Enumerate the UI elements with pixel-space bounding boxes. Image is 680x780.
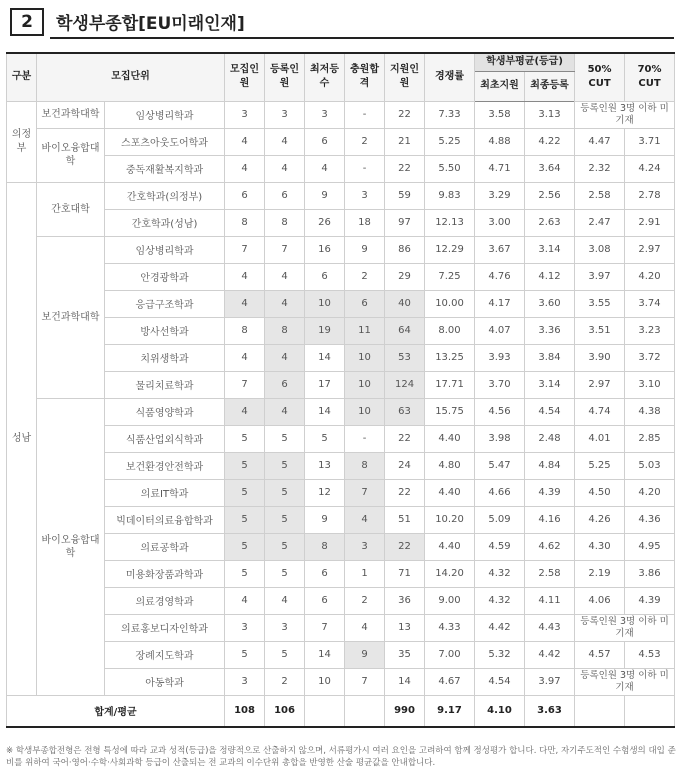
additional-cell: 7 (345, 479, 385, 506)
additional-cell: 11 (345, 317, 385, 344)
ratio-cell: 4.40 (425, 479, 475, 506)
dept-cell: 스포츠아웃도어학과 (105, 128, 225, 155)
quota-cell: 3 (225, 101, 265, 128)
cut50-cell: 4.06 (575, 587, 625, 614)
grade-registered-cell: 4.62 (525, 533, 575, 560)
dept-cell: 보건환경안전학과 (105, 452, 225, 479)
applicants-cell: 14 (385, 668, 425, 695)
additional-cell: 10 (345, 344, 385, 371)
dept-cell: 방사선학과 (105, 317, 225, 344)
dept-cell: 미용화장품과학과 (105, 560, 225, 587)
grade-applied-cell: 4.56 (475, 398, 525, 425)
dept-cell: 간호학과(성남) (105, 209, 225, 236)
total-ratio: 9.17 (425, 695, 475, 727)
cut70-cell: 3.72 (625, 344, 675, 371)
last-rank-cell: 6 (305, 128, 345, 155)
table-row (7, 587, 675, 614)
applicants-cell: 53 (385, 344, 425, 371)
last-rank-cell: 26 (305, 209, 345, 236)
grade-registered-cell: 4.11 (525, 587, 575, 614)
cut50-cell: 3.90 (575, 344, 625, 371)
cut70-cell: 5.03 (625, 452, 675, 479)
quota-cell: 7 (225, 371, 265, 398)
applicants-cell: 36 (385, 587, 425, 614)
applicants-cell: 22 (385, 533, 425, 560)
section-title: 학생부종합[EU미래인재] (56, 14, 245, 34)
college-cell: 바이오융합대학 (37, 398, 105, 695)
cut70-cell: 2.97 (625, 236, 675, 263)
ratio-cell: 5.25 (425, 128, 475, 155)
registered-cell: 4 (265, 155, 305, 182)
grade-registered-cell: 3.64 (525, 155, 575, 182)
applicants-cell: 124 (385, 371, 425, 398)
ratio-cell: 12.13 (425, 209, 475, 236)
cut50-cell: 4.01 (575, 425, 625, 452)
grade-registered-cell: 4.12 (525, 263, 575, 290)
ratio-cell: 4.80 (425, 452, 475, 479)
table-row (7, 155, 675, 182)
grade-registered-cell: 4.39 (525, 479, 575, 506)
last-rank-cell: 13 (305, 452, 345, 479)
quota-cell: 5 (225, 425, 265, 452)
campus-cell: 의정부 (7, 101, 37, 182)
grade-applied-cell: 3.29 (475, 182, 525, 209)
dept-cell: 의료공학과 (105, 533, 225, 560)
table-row (7, 398, 675, 425)
ratio-cell: 9.00 (425, 587, 475, 614)
quota-cell: 5 (225, 479, 265, 506)
grade-registered-cell: 3.97 (525, 668, 575, 695)
campus-cell: 성남 (7, 182, 37, 695)
total-additional (345, 695, 385, 727)
cut50-cell: 3.55 (575, 290, 625, 317)
header-ratio: 경쟁률 (425, 53, 475, 101)
cut50-cell: 4.50 (575, 479, 625, 506)
cut50-cell: 4.47 (575, 128, 625, 155)
ratio-cell: 7.25 (425, 263, 475, 290)
cut70-cell: 3.86 (625, 560, 675, 587)
applicants-cell: 22 (385, 425, 425, 452)
ratio-cell: 7.33 (425, 101, 475, 128)
ratio-cell: 10.00 (425, 290, 475, 317)
grade-registered-cell: 3.60 (525, 290, 575, 317)
table-row (7, 425, 675, 452)
additional-cell: 4 (345, 506, 385, 533)
grade-registered-cell: 4.43 (525, 614, 575, 641)
dept-cell: 임상병리학과 (105, 101, 225, 128)
quota-cell: 4 (225, 344, 265, 371)
quota-cell: 4 (225, 128, 265, 155)
ratio-cell: 8.00 (425, 317, 475, 344)
quota-cell: 4 (225, 587, 265, 614)
grade-registered-cell: 2.48 (525, 425, 575, 452)
grade-registered-cell: 4.22 (525, 128, 575, 155)
cut70-cell: 4.20 (625, 479, 675, 506)
table-row (7, 128, 675, 155)
quota-cell: 8 (225, 317, 265, 344)
registered-cell: 5 (265, 560, 305, 587)
table-row (7, 452, 675, 479)
dept-cell: 의료IT학과 (105, 479, 225, 506)
cut50-cell: 3.97 (575, 263, 625, 290)
dept-cell: 장례지도학과 (105, 641, 225, 668)
college-cell: 간호대학 (37, 182, 105, 236)
header-grade-registered: 최종등록 (525, 71, 575, 101)
additional-cell: - (345, 155, 385, 182)
table-row (7, 614, 675, 641)
registered-cell: 8 (265, 317, 305, 344)
cut50-cell: 4.30 (575, 533, 625, 560)
cut70-cell: 3.10 (625, 371, 675, 398)
cut70-cell: 4.95 (625, 533, 675, 560)
cut70-cell: 3.74 (625, 290, 675, 317)
registered-cell: 4 (265, 344, 305, 371)
grade-applied-cell: 4.17 (475, 290, 525, 317)
additional-cell: 7 (345, 668, 385, 695)
quota-cell: 5 (225, 533, 265, 560)
total-applicants: 990 (385, 695, 425, 727)
additional-cell: 1 (345, 560, 385, 587)
ratio-cell: 4.40 (425, 425, 475, 452)
grade-applied-cell: 4.07 (475, 317, 525, 344)
last-rank-cell: 8 (305, 533, 345, 560)
ratio-cell: 4.40 (425, 533, 475, 560)
total-cut50 (575, 695, 625, 727)
cut50-cell: 3.08 (575, 236, 625, 263)
ratio-cell: 5.50 (425, 155, 475, 182)
cut50-cell: 4.57 (575, 641, 625, 668)
table-row (7, 236, 675, 263)
grade-registered-cell: 2.56 (525, 182, 575, 209)
additional-cell: 18 (345, 209, 385, 236)
registered-cell: 4 (265, 263, 305, 290)
dept-cell: 아동학과 (105, 668, 225, 695)
cut70-cell: 4.39 (625, 587, 675, 614)
grade-applied-cell: 3.67 (475, 236, 525, 263)
grade-registered-cell: 4.54 (525, 398, 575, 425)
table-row (7, 344, 675, 371)
quota-cell: 6 (225, 182, 265, 209)
grade-applied-cell: 4.32 (475, 560, 525, 587)
cut50-cell: 2.19 (575, 560, 625, 587)
dept-cell: 중독재활복지학과 (105, 155, 225, 182)
dept-cell: 치위생학과 (105, 344, 225, 371)
registered-cell: 5 (265, 425, 305, 452)
table-row (7, 371, 675, 398)
quota-cell: 5 (225, 641, 265, 668)
total-cut70 (625, 695, 675, 727)
ratio-cell: 10.20 (425, 506, 475, 533)
registered-cell: 6 (265, 371, 305, 398)
grade-applied-cell: 4.66 (475, 479, 525, 506)
last-rank-cell: 7 (305, 614, 345, 641)
table-row (7, 290, 675, 317)
cut70-cell: 2.91 (625, 209, 675, 236)
dept-cell: 응급구조학과 (105, 290, 225, 317)
cut70-cell: 4.36 (625, 506, 675, 533)
quota-cell: 3 (225, 614, 265, 641)
grade-applied-cell: 4.32 (475, 587, 525, 614)
table-row (7, 641, 675, 668)
table-row (7, 506, 675, 533)
cut50-cell: 2.47 (575, 209, 625, 236)
quota-cell: 4 (225, 155, 265, 182)
grade-registered-cell: 4.42 (525, 641, 575, 668)
header-registered: 등록인원 (265, 53, 305, 101)
additional-cell: - (345, 101, 385, 128)
applicants-cell: 22 (385, 101, 425, 128)
total-quota: 108 (225, 695, 265, 727)
dept-cell: 빅데이터의료융합학과 (105, 506, 225, 533)
quota-cell: 5 (225, 560, 265, 587)
last-rank-cell: 14 (305, 398, 345, 425)
note-cell: 등록인원 3명 이하 미기재 (575, 668, 675, 695)
additional-cell: 2 (345, 587, 385, 614)
applicants-cell: 22 (385, 155, 425, 182)
dept-cell: 안경광학과 (105, 263, 225, 290)
registered-cell: 3 (265, 101, 305, 128)
college-cell: 보건과학대학 (37, 101, 105, 128)
quota-cell: 5 (225, 506, 265, 533)
dept-cell: 간호학과(의정부) (105, 182, 225, 209)
header-cut70: 70% CUT (625, 53, 675, 101)
additional-cell: 6 (345, 290, 385, 317)
cut70-cell: 4.53 (625, 641, 675, 668)
section-number-box: 2 (10, 8, 44, 36)
admission-results-table (6, 52, 675, 728)
last-rank-cell: 6 (305, 263, 345, 290)
cut50-cell: 2.97 (575, 371, 625, 398)
additional-cell: 2 (345, 128, 385, 155)
registered-cell: 5 (265, 641, 305, 668)
cut50-cell: 4.26 (575, 506, 625, 533)
dept-cell: 임상병리학과 (105, 236, 225, 263)
cut70-cell: 3.23 (625, 317, 675, 344)
section-underline (50, 37, 674, 39)
applicants-cell: 29 (385, 263, 425, 290)
total-grade-registered: 3.63 (525, 695, 575, 727)
additional-cell: - (345, 425, 385, 452)
last-rank-cell: 9 (305, 182, 345, 209)
registered-cell: 5 (265, 479, 305, 506)
registered-cell: 7 (265, 236, 305, 263)
table-row (7, 209, 675, 236)
last-rank-cell: 14 (305, 641, 345, 668)
table-row (7, 317, 675, 344)
applicants-cell: 40 (385, 290, 425, 317)
last-rank-cell: 17 (305, 371, 345, 398)
additional-cell: 4 (345, 614, 385, 641)
grade-applied-cell: 4.54 (475, 668, 525, 695)
cut70-cell: 4.24 (625, 155, 675, 182)
applicants-cell: 63 (385, 398, 425, 425)
ratio-cell: 12.29 (425, 236, 475, 263)
cut70-cell: 2.85 (625, 425, 675, 452)
cut70-cell: 4.20 (625, 263, 675, 290)
grade-registered-cell: 2.58 (525, 560, 575, 587)
last-rank-cell: 5 (305, 425, 345, 452)
registered-cell: 3 (265, 614, 305, 641)
last-rank-cell: 3 (305, 101, 345, 128)
note-cell: 등록인원 3명 이하 미기재 (575, 101, 675, 128)
college-cell: 바이오융합대학 (37, 128, 105, 182)
applicants-cell: 21 (385, 128, 425, 155)
cut70-cell: 3.71 (625, 128, 675, 155)
grade-registered-cell: 4.84 (525, 452, 575, 479)
applicants-cell: 59 (385, 182, 425, 209)
quota-cell: 4 (225, 290, 265, 317)
ratio-cell: 17.71 (425, 371, 475, 398)
ratio-cell: 14.20 (425, 560, 475, 587)
grade-applied-cell: 3.98 (475, 425, 525, 452)
applicants-cell: 13 (385, 614, 425, 641)
applicants-cell: 64 (385, 317, 425, 344)
grade-applied-cell: 4.71 (475, 155, 525, 182)
additional-cell: 8 (345, 452, 385, 479)
header-last-rank: 최저등수 (305, 53, 345, 101)
additional-cell: 10 (345, 371, 385, 398)
registered-cell: 4 (265, 290, 305, 317)
applicants-cell: 97 (385, 209, 425, 236)
header-grade-group: 학생부평균(등급) (475, 53, 575, 71)
applicants-cell: 24 (385, 452, 425, 479)
table-row (7, 533, 675, 560)
grade-applied-cell: 4.88 (475, 128, 525, 155)
grade-applied-cell: 4.59 (475, 533, 525, 560)
additional-cell: 10 (345, 398, 385, 425)
header-applicants: 지원인원 (385, 53, 425, 101)
last-rank-cell: 10 (305, 290, 345, 317)
additional-cell: 9 (345, 641, 385, 668)
table-row (7, 182, 675, 209)
ratio-cell: 15.75 (425, 398, 475, 425)
header-category: 구분 (7, 53, 37, 101)
header-additional: 충원합격 (345, 53, 385, 101)
quota-cell: 4 (225, 263, 265, 290)
cut50-cell: 2.58 (575, 182, 625, 209)
last-rank-cell: 10 (305, 668, 345, 695)
grade-registered-cell: 3.13 (525, 101, 575, 128)
grade-applied-cell: 5.47 (475, 452, 525, 479)
applicants-cell: 71 (385, 560, 425, 587)
dept-cell: 물리치료학과 (105, 371, 225, 398)
grade-registered-cell: 3.14 (525, 371, 575, 398)
quota-cell: 4 (225, 398, 265, 425)
dept-cell: 의료경영학과 (105, 587, 225, 614)
quota-cell: 8 (225, 209, 265, 236)
registered-cell: 4 (265, 128, 305, 155)
last-rank-cell: 6 (305, 560, 345, 587)
applicants-cell: 51 (385, 506, 425, 533)
footnote: ※ 학생부종합전형은 전형 특성에 따라 교과 성적(등급)을 정량적으로 산출하지 않으며, 서류평가시 여러 요인을 고려하여 함께 정성평가 합니다. 다만, 자기주도적인 수험생의 대입 준비를 위하여 국어·영어·수학·사회과학 등급이 산출되는 전 교과의 이수단위 총합을 반영한 산술 평균값을 안내합니다. (6, 746, 676, 768)
ratio-cell: 9.83 (425, 182, 475, 209)
registered-cell: 5 (265, 452, 305, 479)
last-rank-cell: 16 (305, 236, 345, 263)
applicants-cell: 35 (385, 641, 425, 668)
registered-cell: 4 (265, 398, 305, 425)
additional-cell: 3 (345, 533, 385, 560)
dept-cell: 식품산업외식학과 (105, 425, 225, 452)
grade-applied-cell: 3.00 (475, 209, 525, 236)
total-registered: 106 (265, 695, 305, 727)
quota-cell: 7 (225, 236, 265, 263)
table-row (7, 101, 675, 128)
registered-cell: 5 (265, 533, 305, 560)
cut50-cell: 3.51 (575, 317, 625, 344)
grade-applied-cell: 5.09 (475, 506, 525, 533)
cut70-cell: 2.78 (625, 182, 675, 209)
grade-registered-cell: 3.14 (525, 236, 575, 263)
last-rank-cell: 14 (305, 344, 345, 371)
table-row (7, 668, 675, 695)
grade-applied-cell: 3.93 (475, 344, 525, 371)
quota-cell: 3 (225, 668, 265, 695)
header-cut50: 50% CUT (575, 53, 625, 101)
header-unit: 모집단위 (37, 53, 225, 101)
additional-cell: 9 (345, 236, 385, 263)
ratio-cell: 4.67 (425, 668, 475, 695)
ratio-cell: 13.25 (425, 344, 475, 371)
grade-applied-cell: 5.32 (475, 641, 525, 668)
grade-applied-cell: 3.70 (475, 371, 525, 398)
grade-applied-cell: 4.42 (475, 614, 525, 641)
total-last-rank (305, 695, 345, 727)
grade-registered-cell: 3.36 (525, 317, 575, 344)
grade-registered-cell: 3.84 (525, 344, 575, 371)
total-row (7, 695, 675, 727)
registered-cell: 2 (265, 668, 305, 695)
grade-applied-cell: 3.58 (475, 101, 525, 128)
cut50-cell: 2.32 (575, 155, 625, 182)
total-grade-applied: 4.10 (475, 695, 525, 727)
last-rank-cell: 6 (305, 587, 345, 614)
last-rank-cell: 4 (305, 155, 345, 182)
applicants-cell: 22 (385, 479, 425, 506)
section-header (6, 4, 674, 38)
table-row (7, 479, 675, 506)
ratio-cell: 7.00 (425, 641, 475, 668)
cut70-cell: 4.38 (625, 398, 675, 425)
note-cell: 등록인원 3명 이하 미기재 (575, 614, 675, 641)
grade-applied-cell: 4.76 (475, 263, 525, 290)
header-quota: 모집인원 (225, 53, 265, 101)
applicants-cell: 86 (385, 236, 425, 263)
last-rank-cell: 19 (305, 317, 345, 344)
dept-cell: 의료홍보디자인학과 (105, 614, 225, 641)
additional-cell: 2 (345, 263, 385, 290)
last-rank-cell: 9 (305, 506, 345, 533)
additional-cell: 3 (345, 182, 385, 209)
grade-registered-cell: 2.63 (525, 209, 575, 236)
registered-cell: 6 (265, 182, 305, 209)
college-cell: 보건과학대학 (37, 236, 105, 398)
total-label: 합계/평균 (7, 695, 225, 727)
cut50-cell: 4.74 (575, 398, 625, 425)
registered-cell: 8 (265, 209, 305, 236)
table-row (7, 263, 675, 290)
header-grade-applied: 최초지원 (475, 71, 525, 101)
cut50-cell: 5.25 (575, 452, 625, 479)
table-row (7, 560, 675, 587)
ratio-cell: 4.33 (425, 614, 475, 641)
grade-registered-cell: 4.16 (525, 506, 575, 533)
last-rank-cell: 12 (305, 479, 345, 506)
quota-cell: 5 (225, 452, 265, 479)
dept-cell: 식품영양학과 (105, 398, 225, 425)
registered-cell: 4 (265, 587, 305, 614)
registered-cell: 5 (265, 506, 305, 533)
